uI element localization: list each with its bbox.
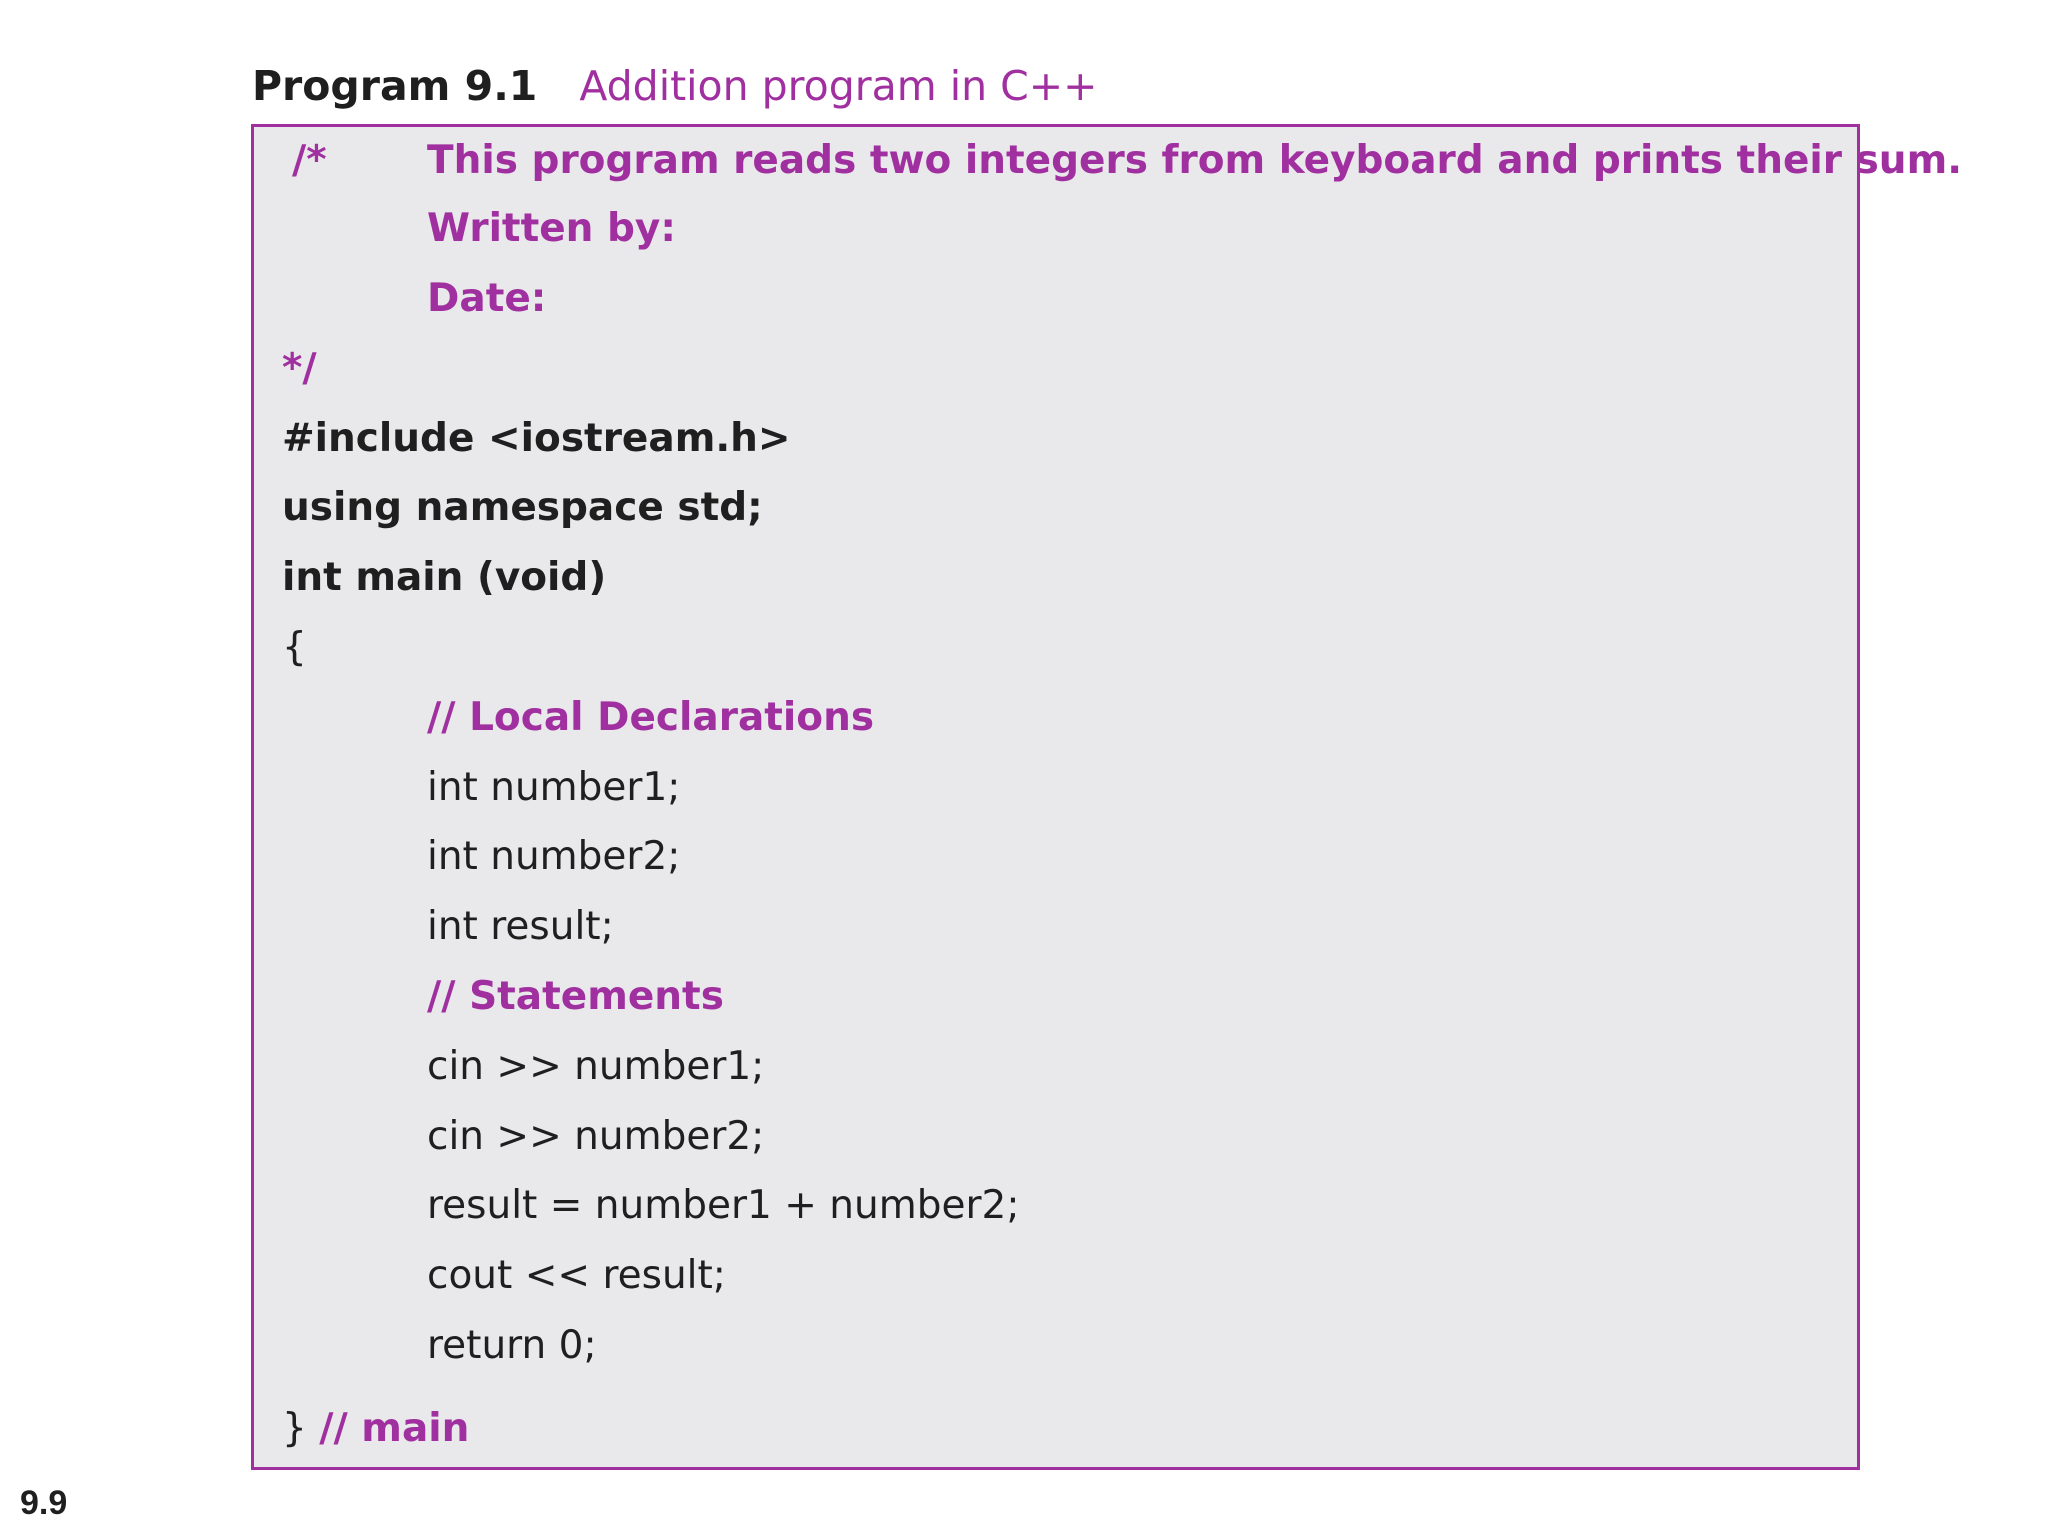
main-signature: int main (void) — [282, 555, 607, 600]
using-directive: using namespace std; — [282, 485, 763, 530]
declaration-number1: int number1; — [427, 765, 681, 810]
closing-brace-line — [282, 1401, 469, 1457]
statement-output: cout << result; — [427, 1253, 726, 1298]
statement-return: return 0; — [427, 1323, 597, 1368]
declaration-number2: int number2; — [427, 834, 681, 879]
header-comment-line-1: This program reads two integers from keyboard and prints their sum. — [427, 138, 1963, 183]
comment-open: /* — [292, 138, 327, 183]
local-declarations-comment: // Local Declarations — [427, 695, 875, 740]
statement-read-number2: cin >> number2; — [427, 1114, 765, 1159]
include-directive: #include <iostream.h> — [282, 416, 791, 461]
statements-comment: // Statements — [427, 974, 724, 1019]
header-comment-line-2: Written by: — [427, 206, 676, 251]
comment-close: */ — [282, 346, 317, 391]
statement-read-number1: cin >> number1; — [427, 1044, 765, 1089]
declaration-result: int result; — [427, 904, 614, 949]
main-end-comment: // main — [319, 1406, 470, 1451]
statement-sum: result = number1 + number2; — [427, 1183, 1020, 1228]
open-brace: { — [282, 625, 307, 670]
close-brace: } — [282, 1406, 307, 1451]
header-comment-line-3: Date: — [427, 276, 547, 321]
program-label: Program 9.1 — [252, 62, 538, 110]
code-listing — [251, 124, 1963, 1470]
program-caption — [252, 56, 1097, 116]
program-title: Addition program in C++ — [579, 62, 1098, 110]
page-number: 9.9 — [20, 1484, 68, 1522]
